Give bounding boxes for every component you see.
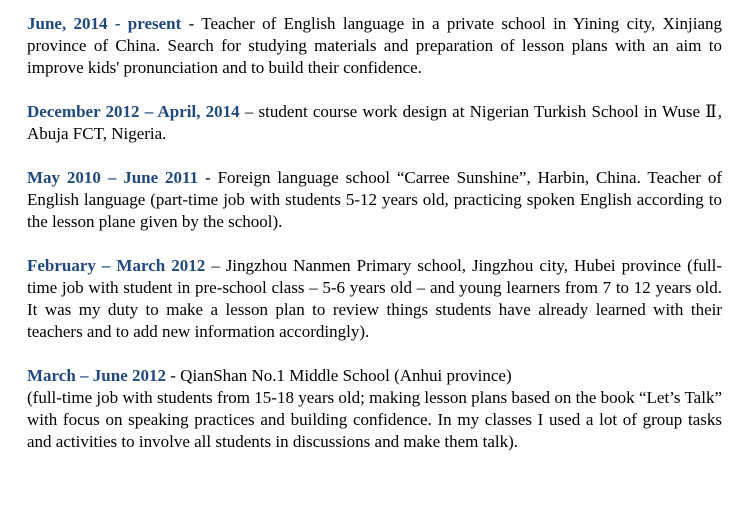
entry-body-continued: (full-time job with students from 15-18 years old; making lesson plans based on the book “Let’s Talk” with focus on speaking practices and building confidence. In my classes I used a lot of group tasks and activities to involve all students in discussions and make them talk).: [27, 388, 722, 451]
experience-entry: [27, 13, 722, 79]
entry-period: March – June 2012: [27, 366, 166, 385]
experience-entry: [27, 101, 722, 145]
entry-body: – Jingzhou Nanmen Primary school, Jingzhou city, Hubei province (full-time job with student in pre-school class – 5-6 years old – and young learners from 7 to 12 years old. It was my duty to make a lesson plan to review things students have already learned with their teachers and to add new information accordingly).: [27, 256, 722, 341]
entry-body: - Foreign language school “Carree Sunshine”, Harbin, China. Teacher of English language (part-time job with students 5-12 years old, practicing spoken English according to the lesson plane given by the school).: [27, 168, 722, 231]
entry-period: May 2010 – June 2011: [27, 168, 199, 187]
entry-period: December 2012 – April, 2014: [27, 102, 240, 121]
experience-entry: [27, 255, 722, 343]
experience-entry: [27, 365, 722, 453]
entry-period: June, 2014 - present: [27, 14, 182, 33]
entry-body: - QianShan No.1 Middle School (Anhui province): [166, 366, 512, 385]
entry-body: – student course work design at Nigerian Turkish School in Wuse Ⅱ, Abuja FCT, Nigeria.: [27, 102, 722, 143]
entry-period: February – March 2012: [27, 256, 206, 275]
experience-entry: [27, 167, 722, 233]
entry-body: - Teacher of English language in a private school in Yining city, Xinjiang province of China. Search for studying materials and preparation of lesson plans with an aim to improve kids' pronunciation and to build their confidence.: [27, 14, 723, 77]
